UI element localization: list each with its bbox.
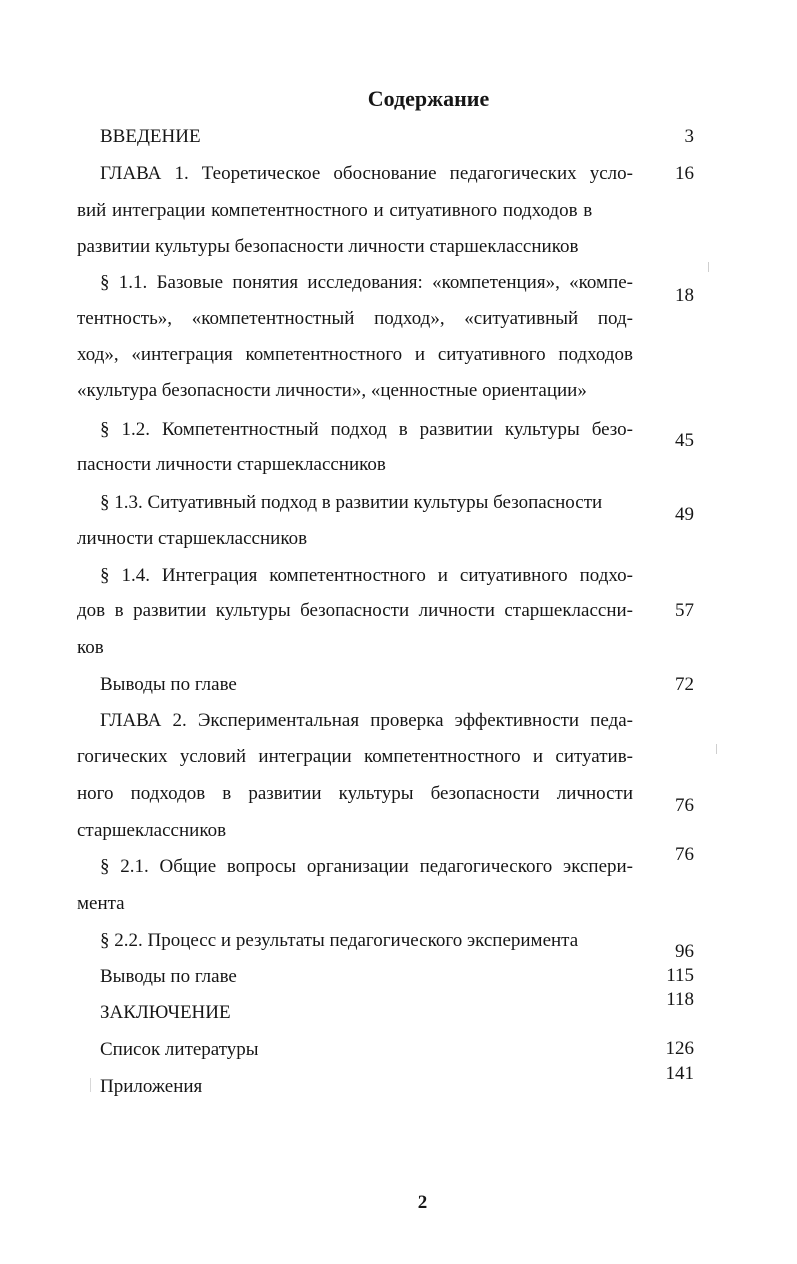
toc-page-intro: 3 xyxy=(684,126,694,147)
toc-entry-s21-line2: мента xyxy=(77,893,125,914)
toc-entry-s11-line1: § 1.1. Базовые понятия исследования: «компетенция», «компе- xyxy=(100,272,633,293)
toc-entry-conclusions1: Выводы по главе xyxy=(100,674,237,695)
toc-entry-s13-line2: личности старшеклассников xyxy=(77,528,308,549)
toc-entry-appendices: Приложения xyxy=(100,1076,203,1097)
toc-page-chapter2: 76 xyxy=(675,795,694,816)
toc-page-s22: 96 xyxy=(675,941,694,962)
toc-entry-s12-line2: пасности личности старшеклассников xyxy=(77,454,386,475)
toc-entry-chapter2-line2: гогических условий интеграции компетентностного и ситуатив- xyxy=(77,746,633,767)
toc-entry-s11-line2: тентность», «компетентностный подход», «ситуативный под- xyxy=(77,308,633,329)
toc-entry-chapter2-line3: ного подходов в развитии культуры безопасности личности xyxy=(77,783,633,804)
scan-speck xyxy=(716,744,717,754)
toc-entry-chapter1-line1: ГЛАВА 1. Теоретическое обоснование педагогических усло- xyxy=(100,163,633,184)
toc-page-conclusion: 118 xyxy=(666,989,694,1010)
toc-entry-conclusions2: Выводы по главе xyxy=(100,966,237,987)
toc-page-s13: 49 xyxy=(675,504,694,525)
toc-entry-conclusion: ЗАКЛЮЧЕНИЕ xyxy=(100,1002,231,1023)
page-number: 2 xyxy=(417,1192,428,1213)
toc-page-references: 126 xyxy=(665,1038,694,1059)
toc-page-s11: 18 xyxy=(675,285,694,306)
toc-entry-s14-line3: ков xyxy=(77,637,104,658)
page-title: Содержание xyxy=(367,86,490,111)
toc-entry-chapter2-line4: старшеклассников xyxy=(77,820,227,841)
toc-entry-s21-line1: § 2.1. Общие вопросы организации педагогического экспери- xyxy=(100,856,633,877)
toc-entry-s13-line1: § 1.3. Ситуативный подход в развитии культуры безопасности xyxy=(100,492,603,513)
toc-page-conclusions2: 115 xyxy=(666,965,694,986)
toc-page-appendices: 141 xyxy=(665,1063,694,1084)
scan-speck xyxy=(90,1078,91,1092)
toc-entry-references: Список литературы xyxy=(100,1039,259,1060)
scan-speck xyxy=(708,262,709,272)
toc-page-s21: 76 xyxy=(675,844,694,865)
toc-entry-chapter1-line2: вий интеграции компетентностного и ситуативного подходов в xyxy=(77,200,593,221)
toc-entry-chapter2-line1: ГЛАВА 2. Экспериментальная проверка эффективности педа- xyxy=(100,710,633,731)
toc-page-conclusions1: 72 xyxy=(675,674,694,695)
toc-entry-s12-line1: § 1.2. Компетентностный подход в развитии культуры безо- xyxy=(100,419,633,440)
toc-entry-s14-line1: § 1.4. Интеграция компетентностного и ситуативного подхо- xyxy=(100,565,633,586)
toc-page-s12: 45 xyxy=(675,430,694,451)
toc-entry-intro: ВВЕДЕНИЕ xyxy=(100,126,201,147)
toc-entry-chapter1-line3: развитии культуры безопасности личности старшеклассников xyxy=(77,236,579,257)
toc-entry-s14-line2: дов в развитии культуры безопасности личности старшеклассни- xyxy=(77,600,633,621)
toc-entry-s22: § 2.2. Процесс и результаты педагогического эксперимента xyxy=(100,930,579,951)
toc-entry-s11-line4: «культура безопасности личности», «ценностные ориентации» xyxy=(77,380,587,401)
toc-entry-s11-line3: ход», «интеграция компетентностного и ситуативного подходов xyxy=(77,344,633,365)
toc-page-s14: 57 xyxy=(675,600,694,621)
toc-page-chapter1: 16 xyxy=(675,163,694,184)
